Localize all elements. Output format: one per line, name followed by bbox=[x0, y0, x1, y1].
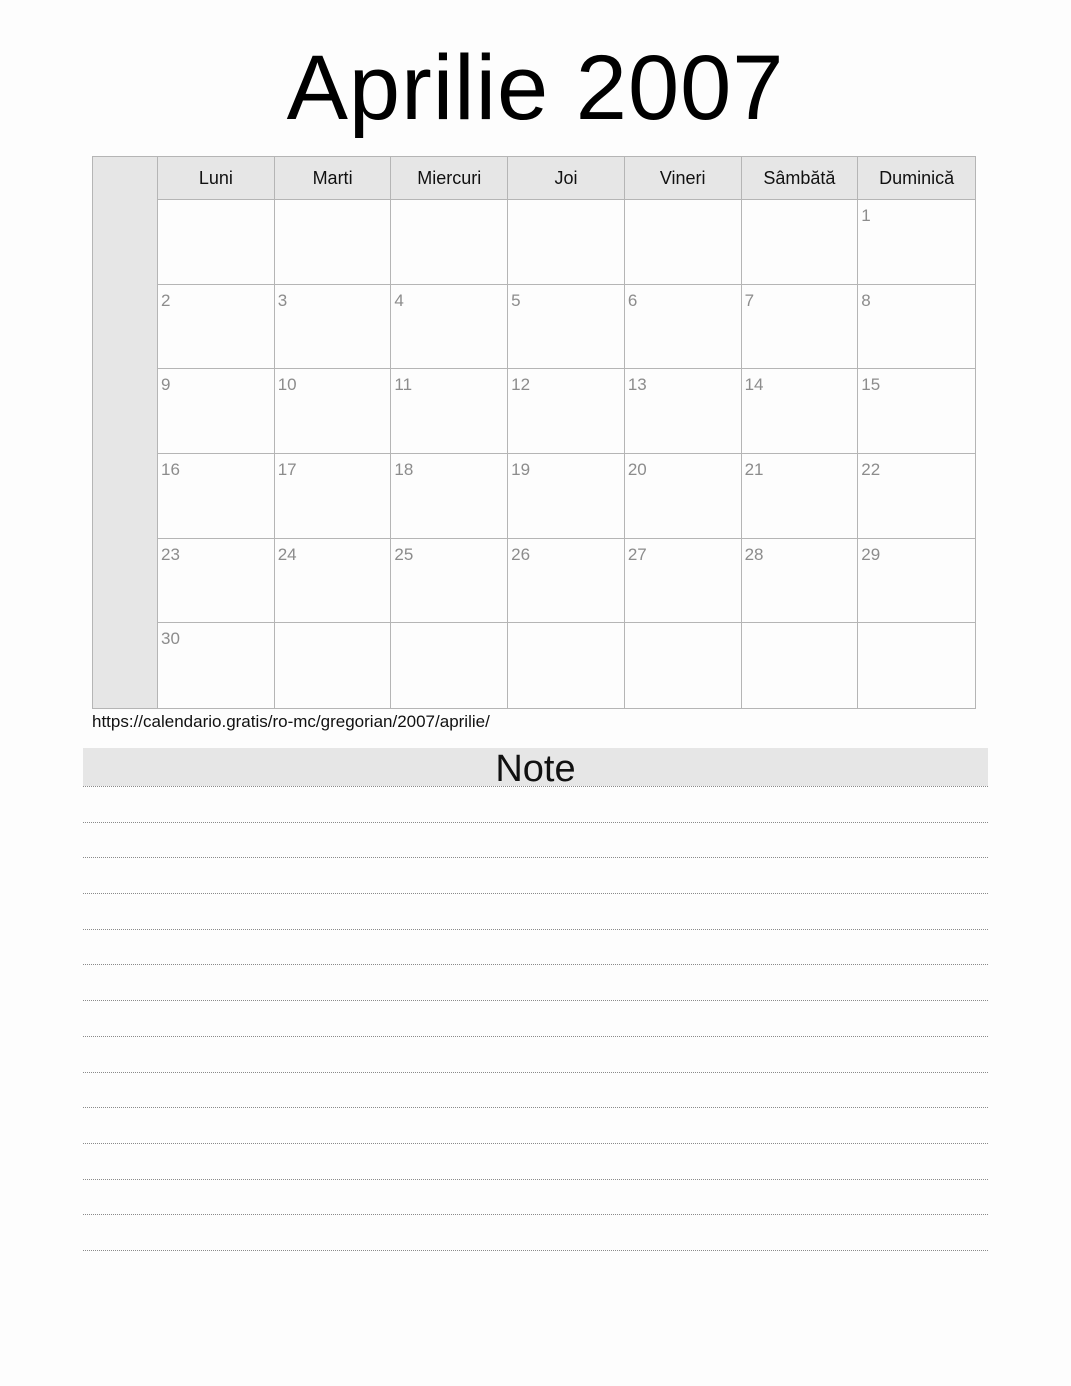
weekday-header: Marti bbox=[275, 157, 392, 200]
day-cell bbox=[158, 200, 275, 285]
day-cell bbox=[742, 200, 859, 285]
day-cell bbox=[275, 369, 392, 454]
day-number: 9 bbox=[161, 375, 171, 395]
day-number: 28 bbox=[744, 544, 764, 564]
day-number: 27 bbox=[627, 544, 647, 564]
day-number: 30 bbox=[161, 629, 180, 649]
note-line bbox=[83, 823, 988, 859]
day-cell bbox=[391, 369, 508, 454]
week-number-column bbox=[93, 157, 158, 708]
day-cell bbox=[391, 285, 508, 370]
note-line bbox=[83, 1073, 988, 1109]
day-cell bbox=[275, 454, 392, 539]
day-number: 6 bbox=[627, 290, 638, 310]
day-cell bbox=[275, 539, 392, 624]
weekday-header: Sâmbătă bbox=[742, 157, 859, 200]
day-cell bbox=[508, 539, 625, 624]
day-cell bbox=[742, 623, 859, 708]
day-cell bbox=[625, 539, 742, 624]
day-number: 16 bbox=[161, 459, 180, 479]
notes-area bbox=[83, 786, 988, 1251]
day-number: 18 bbox=[394, 459, 414, 479]
day-number: 14 bbox=[744, 375, 764, 395]
day-cell bbox=[391, 539, 508, 624]
day-number: 12 bbox=[511, 375, 531, 395]
day-number: 15 bbox=[861, 375, 881, 395]
day-number: 11 bbox=[394, 375, 413, 395]
day-number: 25 bbox=[394, 544, 414, 564]
day-cell bbox=[858, 454, 975, 539]
day-cell bbox=[158, 285, 275, 370]
notes-title: Note bbox=[83, 748, 988, 786]
day-number: 26 bbox=[511, 544, 531, 564]
note-line bbox=[83, 1144, 988, 1180]
weekday-header: Duminică bbox=[858, 157, 975, 200]
day-number: 8 bbox=[861, 290, 871, 310]
day-number: 1 bbox=[861, 206, 871, 225]
day-cell bbox=[858, 539, 975, 624]
day-number: 19 bbox=[511, 459, 531, 479]
weekday-header: Luni bbox=[158, 157, 275, 200]
note-line bbox=[83, 858, 988, 894]
day-cell bbox=[275, 623, 392, 708]
day-cell bbox=[158, 454, 275, 539]
day-cell bbox=[742, 454, 859, 539]
day-number: 5 bbox=[511, 290, 521, 310]
day-cell bbox=[858, 623, 975, 708]
day-cell bbox=[275, 200, 392, 285]
day-cell bbox=[625, 369, 742, 454]
day-cell bbox=[275, 285, 392, 370]
day-cell bbox=[508, 369, 625, 454]
note-line bbox=[83, 1180, 988, 1216]
note-line bbox=[83, 787, 988, 823]
note-line bbox=[83, 1001, 988, 1037]
day-cell bbox=[858, 200, 975, 285]
day-cell bbox=[742, 369, 859, 454]
day-cell bbox=[625, 285, 742, 370]
note-line bbox=[83, 965, 988, 1001]
day-number: 29 bbox=[861, 544, 881, 564]
day-number: 13 bbox=[627, 375, 647, 395]
day-cell bbox=[625, 200, 742, 285]
day-cell bbox=[508, 285, 625, 370]
day-number: 20 bbox=[627, 459, 647, 479]
day-cell bbox=[508, 623, 625, 708]
page-title: Aprilie 2007 bbox=[286, 37, 785, 139]
day-number: 23 bbox=[161, 544, 180, 564]
day-number: 10 bbox=[277, 375, 297, 395]
day-cell bbox=[158, 369, 275, 454]
day-cell bbox=[625, 454, 742, 539]
note-line bbox=[83, 1215, 988, 1251]
note-line bbox=[83, 930, 988, 966]
month-grid bbox=[92, 156, 976, 709]
day-number: 24 bbox=[277, 544, 297, 564]
weekday-header: Miercuri bbox=[391, 157, 508, 200]
day-cell bbox=[858, 285, 975, 370]
day-cell bbox=[158, 623, 275, 708]
day-number: 17 bbox=[277, 459, 297, 479]
day-cell bbox=[391, 200, 508, 285]
day-cell bbox=[391, 623, 508, 708]
day-cell bbox=[742, 285, 859, 370]
day-number: 7 bbox=[744, 290, 755, 310]
day-cell bbox=[742, 539, 859, 624]
day-cell bbox=[158, 539, 275, 624]
source-url: https://calendario.gratis/ro-mc/gregorian/2007/aprilie/ bbox=[92, 712, 490, 731]
day-cell bbox=[858, 369, 975, 454]
weekday-header: Joi bbox=[508, 157, 625, 200]
note-line bbox=[83, 1108, 988, 1144]
day-number: 3 bbox=[277, 290, 288, 310]
day-cell bbox=[391, 454, 508, 539]
day-cell bbox=[508, 454, 625, 539]
day-number: 21 bbox=[744, 459, 764, 479]
note-line bbox=[83, 894, 988, 930]
day-number: 22 bbox=[861, 459, 881, 479]
weekday-header: Vineri bbox=[625, 157, 742, 200]
day-number: 4 bbox=[394, 290, 404, 310]
day-number: 2 bbox=[161, 290, 171, 310]
day-cell bbox=[508, 200, 625, 285]
note-line bbox=[83, 1037, 988, 1073]
day-cell bbox=[625, 623, 742, 708]
